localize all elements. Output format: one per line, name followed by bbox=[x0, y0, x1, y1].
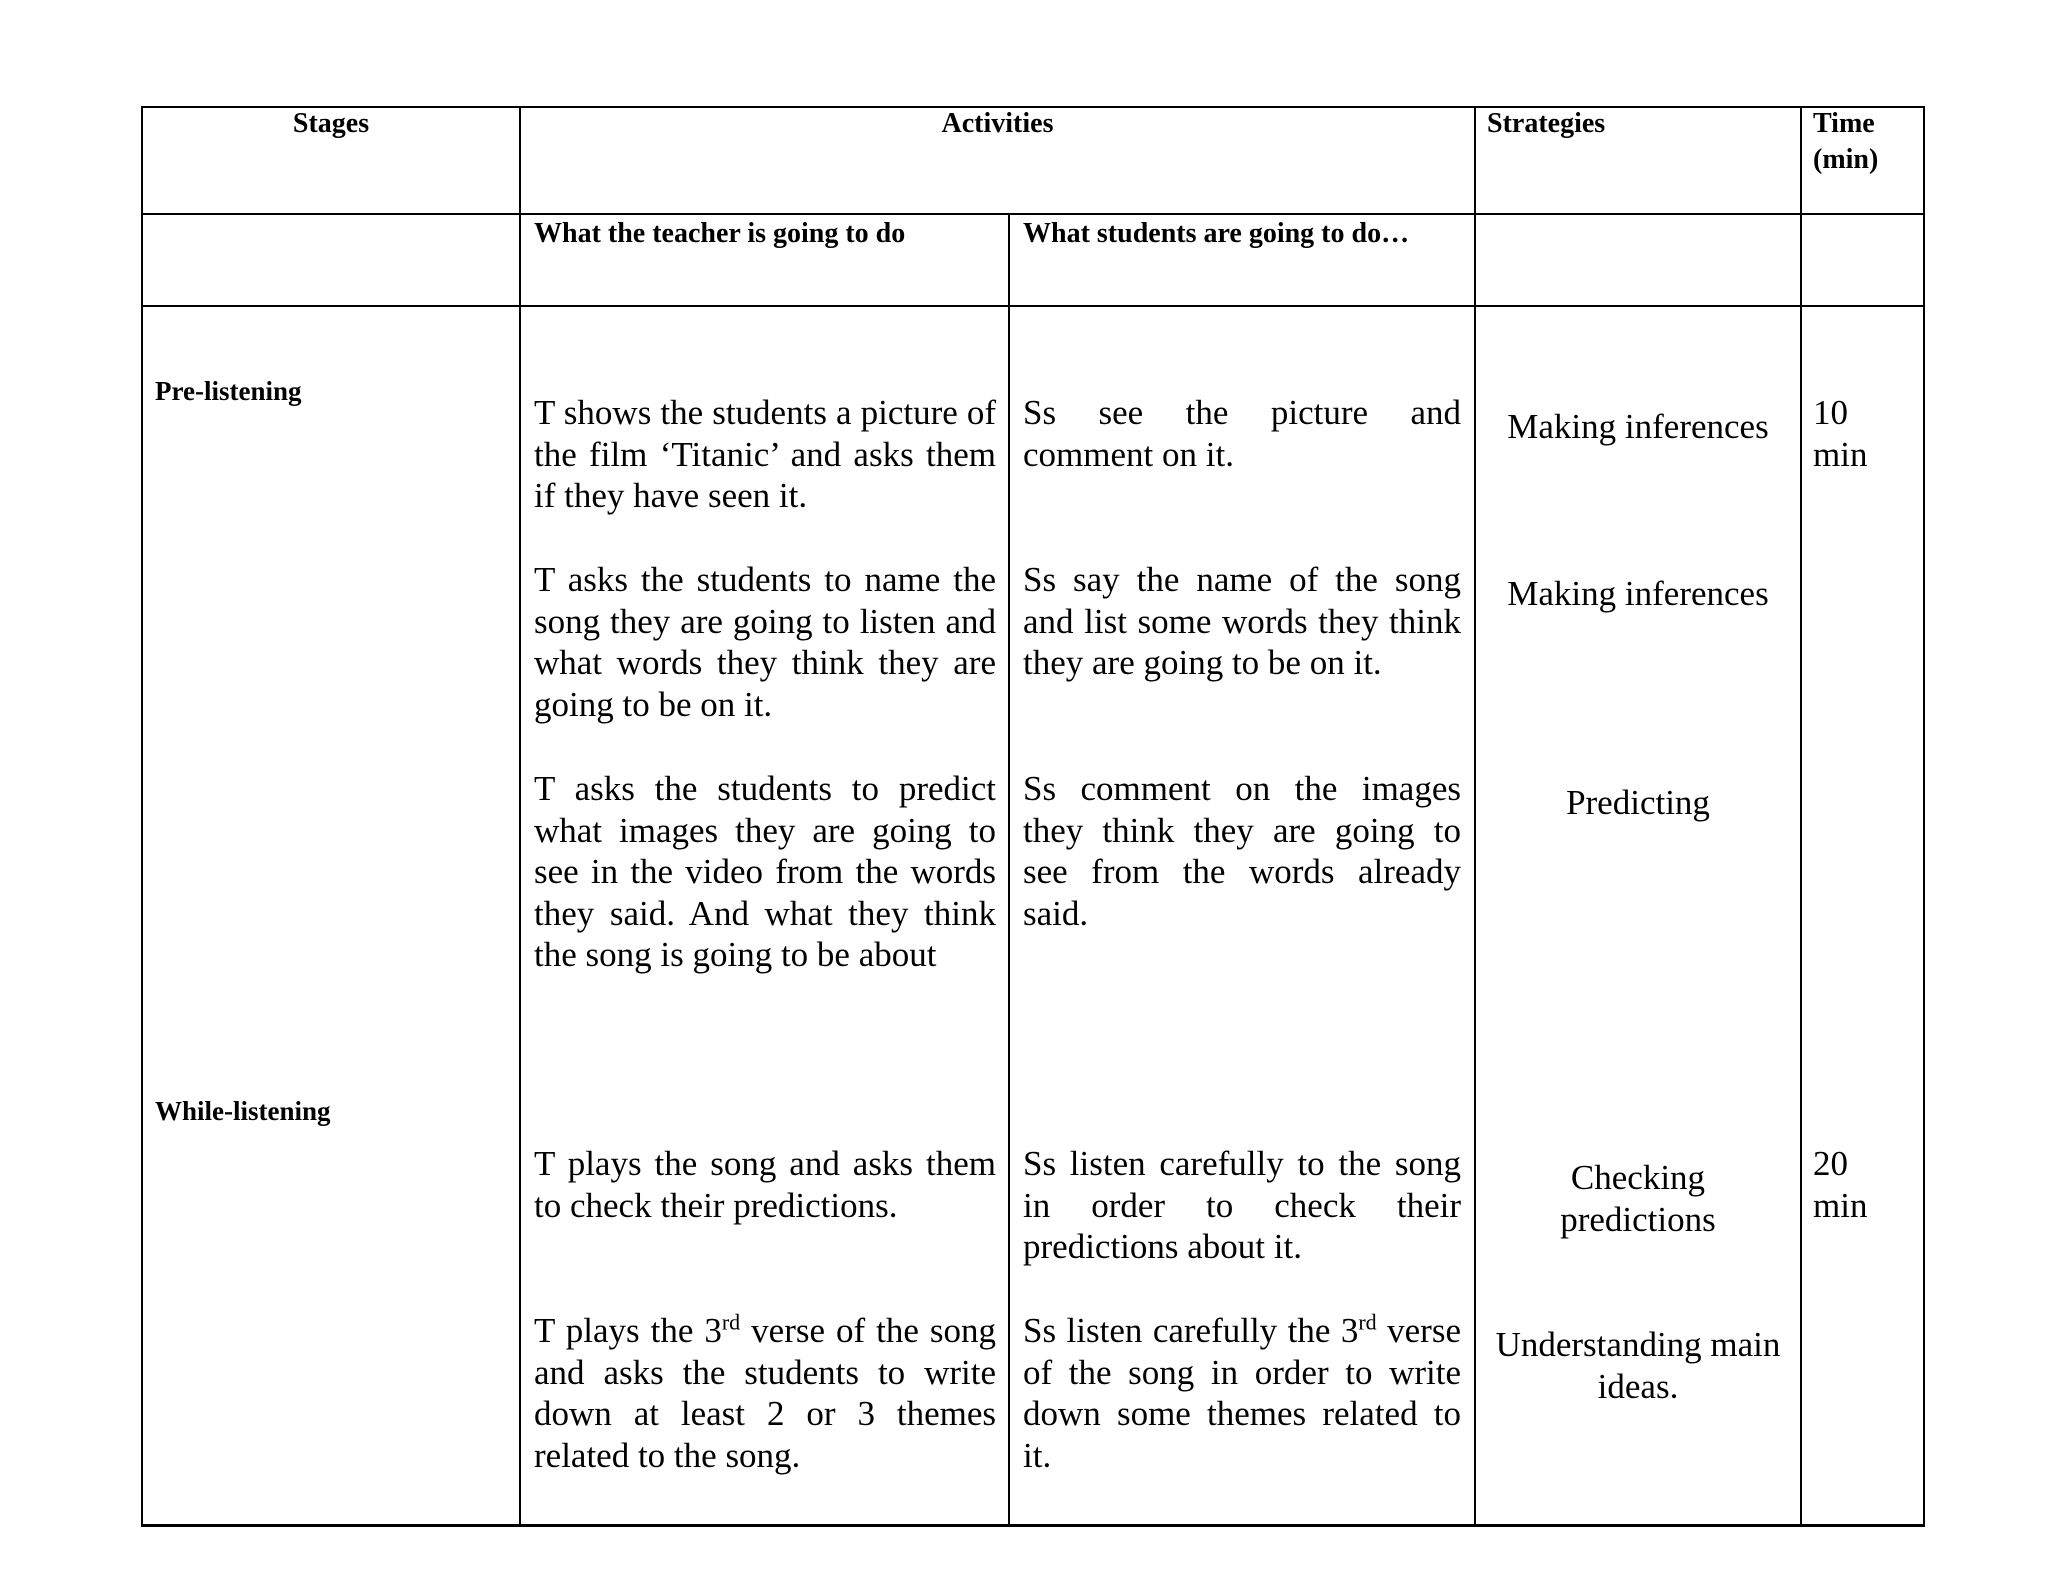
strategy-4-line-2: predictions bbox=[1560, 1199, 1716, 1239]
header-time-label: Time bbox=[1813, 108, 1875, 139]
teacher-activity-4: T plays the song and asks them to check their predictions. bbox=[534, 1144, 996, 1225]
header-stages: Stages bbox=[292, 108, 370, 139]
teacher-activity-2: T asks the students to name the song they are going to listen and what words they think they are going to be on it. bbox=[534, 560, 996, 724]
time-while-listening-unit: min bbox=[1813, 1185, 1868, 1225]
teacher-activity-5 bbox=[534, 1310, 996, 1476]
time-column-divider bbox=[1800, 106, 1802, 1527]
activities-column-divider bbox=[1008, 215, 1010, 1525]
time-while-listening bbox=[1813, 1143, 1913, 1226]
teacher-activity-5-start: T plays the 3 bbox=[534, 1311, 722, 1350]
teacher-activity-3: T asks the students to predict what images they are going to see in the video from the words they said. And what they think the song is going to be about bbox=[534, 769, 996, 974]
student-activity-2: Ss say the name of the song and list some words they think they are going to be on it. bbox=[1023, 560, 1461, 682]
subheader-students: What students are going to do… bbox=[1023, 218, 1410, 249]
student-activity-5-rest: verse of the song in order to write down some themes related to it. bbox=[1023, 1311, 1461, 1475]
header-divider bbox=[141, 213, 1925, 215]
strategy-5-line-2: ideas. bbox=[1597, 1366, 1679, 1406]
strategy-1: Making inferences bbox=[1507, 407, 1769, 446]
stages-column-divider bbox=[519, 106, 521, 1527]
time-while-listening-value: 20 bbox=[1813, 1144, 1848, 1183]
header-time-unit: (min) bbox=[1813, 144, 1879, 175]
time-pre-listening-value: 10 bbox=[1813, 393, 1848, 432]
stage-while-listening: While-listening bbox=[155, 1096, 331, 1126]
subheader-teacher: What the teacher is going to do bbox=[534, 218, 906, 249]
student-activity-4: Ss listen carefully to the song in order to check their predictions about it. bbox=[1023, 1144, 1461, 1266]
lesson-plan-table bbox=[141, 106, 1925, 1526]
table-border-left bbox=[141, 106, 143, 1527]
strategy-5 bbox=[1476, 1324, 1800, 1407]
strategy-3: Predicting bbox=[1566, 783, 1710, 822]
teacher-activity-1: T shows the students a picture of the film ‘Titanic’ and asks them if they have seen it. bbox=[534, 393, 996, 515]
strategy-5-line-1: Understanding main bbox=[1495, 1325, 1781, 1364]
header-activities: Activities bbox=[941, 108, 1054, 139]
subheader-divider bbox=[141, 305, 1925, 307]
time-pre-listening bbox=[1813, 392, 1913, 475]
table-border-right bbox=[1923, 106, 1925, 1527]
teacher-activity-5-ordinal: rd bbox=[721, 1309, 741, 1335]
student-activity-5 bbox=[1023, 1310, 1461, 1476]
time-pre-listening-unit: min bbox=[1813, 434, 1868, 474]
stage-pre-listening: Pre-listening bbox=[155, 376, 302, 406]
student-activity-5-ordinal: rd bbox=[1358, 1309, 1377, 1335]
strategy-4-line-1: Checking bbox=[1570, 1158, 1706, 1197]
table-border-bottom bbox=[141, 1524, 1925, 1527]
strategy-2: Making inferences bbox=[1507, 574, 1769, 613]
header-strategies: Strategies bbox=[1487, 108, 1606, 139]
student-activity-1: Ss see the picture and comment on it. bbox=[1023, 393, 1461, 474]
teacher-activity-5-rest: verse of the song and asks the students to write down at least 2 or 3 themes related to the song. bbox=[534, 1311, 996, 1475]
header-time bbox=[1813, 106, 1878, 178]
strategy-4 bbox=[1476, 1157, 1800, 1240]
student-activity-3: Ss comment on the images they think they are going to see from the words already said. bbox=[1023, 769, 1461, 933]
student-activity-5-start: Ss listen carefully the 3 bbox=[1023, 1311, 1359, 1350]
